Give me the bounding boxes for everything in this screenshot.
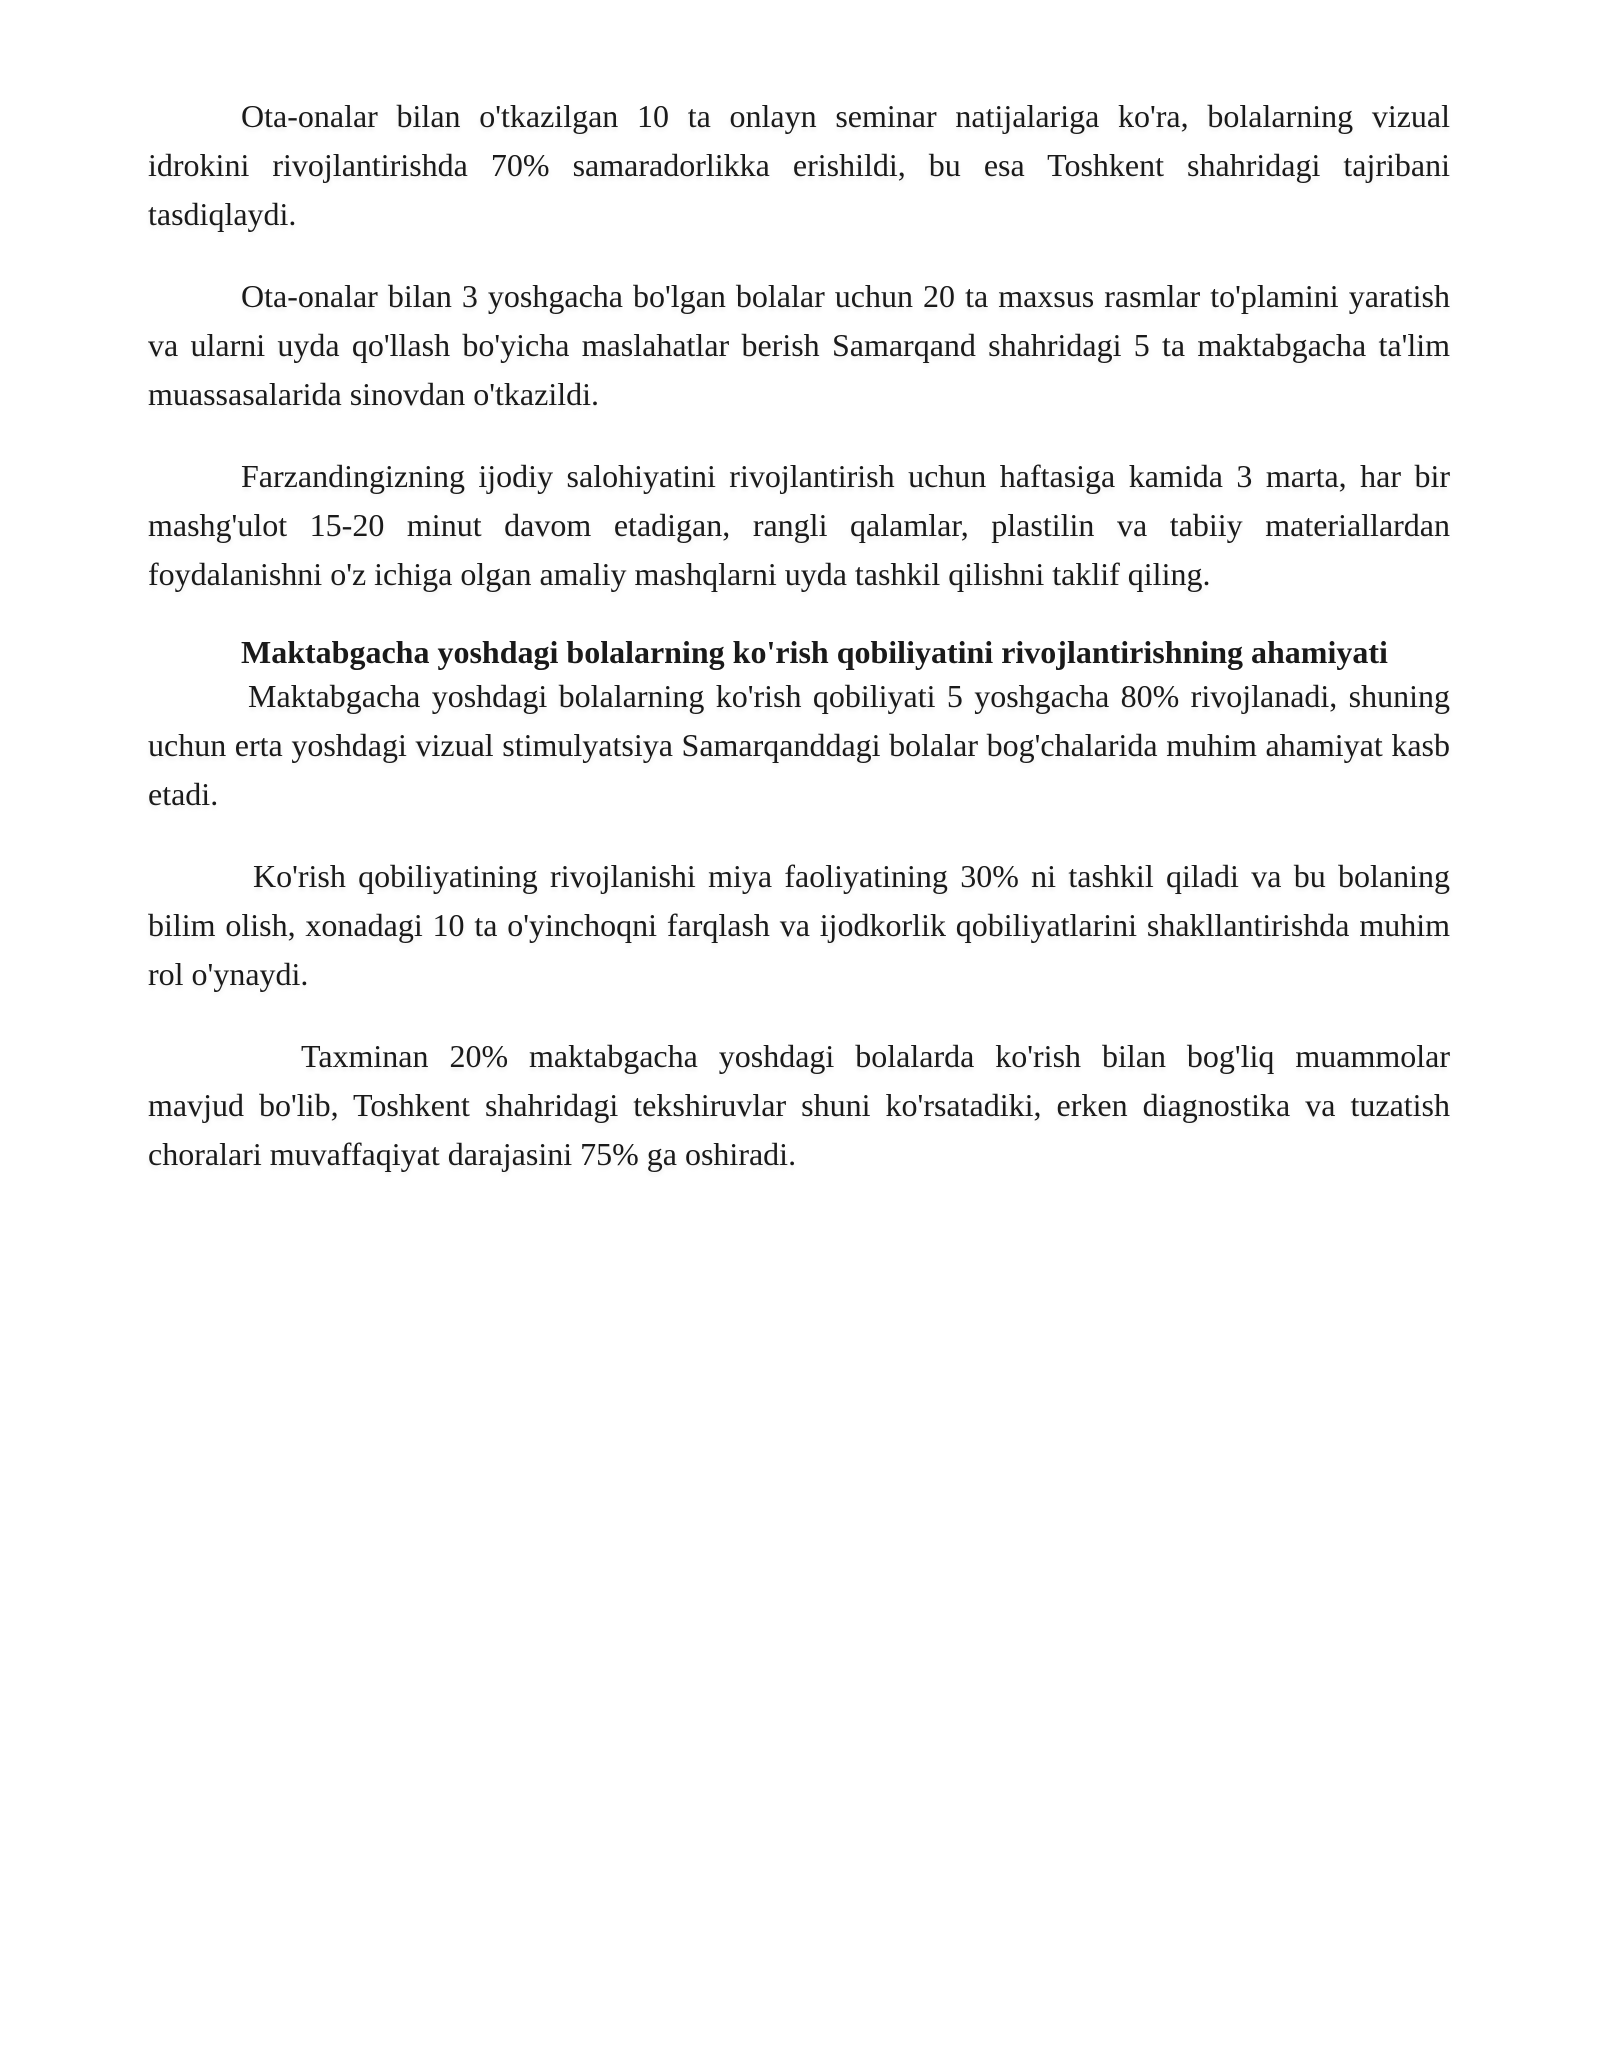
section-heading: Maktabgacha yoshdagi bolalarning ko'rish qobiliyatini rivojlantirishning ahamiyati xyxy=(241,634,1388,670)
paragraph-creative-exercises: Farzandingizning ijodiy salohiyatini rivojlantirish uchun haftasiga kamida 3 marta, har bir mashg'ulot 15-20 minut davom etadigan, rangli qalamlar, plastilin va tabiiy materiallardan foydalanishni o'z ichiga olgan amaliy mashqlarni uyda tashkil qilishni taklif qiling. xyxy=(148,458,1450,592)
paragraph-picture-sets: Ota-onalar bilan 3 yoshgacha bo'lgan bolalar uchun 20 ta maxsus rasmlar to'plamini yaratish va ularni uyda qo'llash bo'yicha maslahatlar berish Samarqand shahridagi 5 ta maktabgacha ta'lim muassasalarida sinovdan o'tkazildi. xyxy=(148,278,1450,412)
paragraph-vision-development: Maktabgacha yoshdagi bolalarning ko'rish qobiliyati 5 yoshgacha 80% rivojlanadi, shuning uchun erta yoshdagi vizual stimulyatsiya Samarqanddagi bolalar bog'chalarida muhim ahamiyat kasb etadi. xyxy=(148,678,1450,812)
paragraph-vision-problems: Taxminan 20% maktabgacha yoshdagi bolalarda ko'rish bilan bog'liq muammolar mavjud bo'lib, Toshkent shahridagi tekshiruvlar shuni ko'rsatadiki, erken diagnostika va tuzatish choralari muvaffaqiyat darajasini 75% ga oshiradi. xyxy=(148,1038,1450,1172)
document-body xyxy=(148,92,1450,1212)
paragraph-brain-activity: Ko'rish qobiliyatining rivojlanishi miya faoliyatining 30% ni tashkil qiladi va bu bolaning bilim olish, xonadagi 10 ta o'yinchoqni farqlash va ijodkorlik qobiliyatlarini shakllantirishda muhim rol o'ynaydi. xyxy=(148,858,1450,992)
paragraph-seminar-results: Ota-onalar bilan o'tkazilgan 10 ta onlayn seminar natijalariga ko'ra, bolalarning vizual idrokini rivojlantirishda 70% samaradorlikka erishildi, bu esa Toshkent shahridagi tajribani tasdiqlaydi. xyxy=(148,98,1450,232)
